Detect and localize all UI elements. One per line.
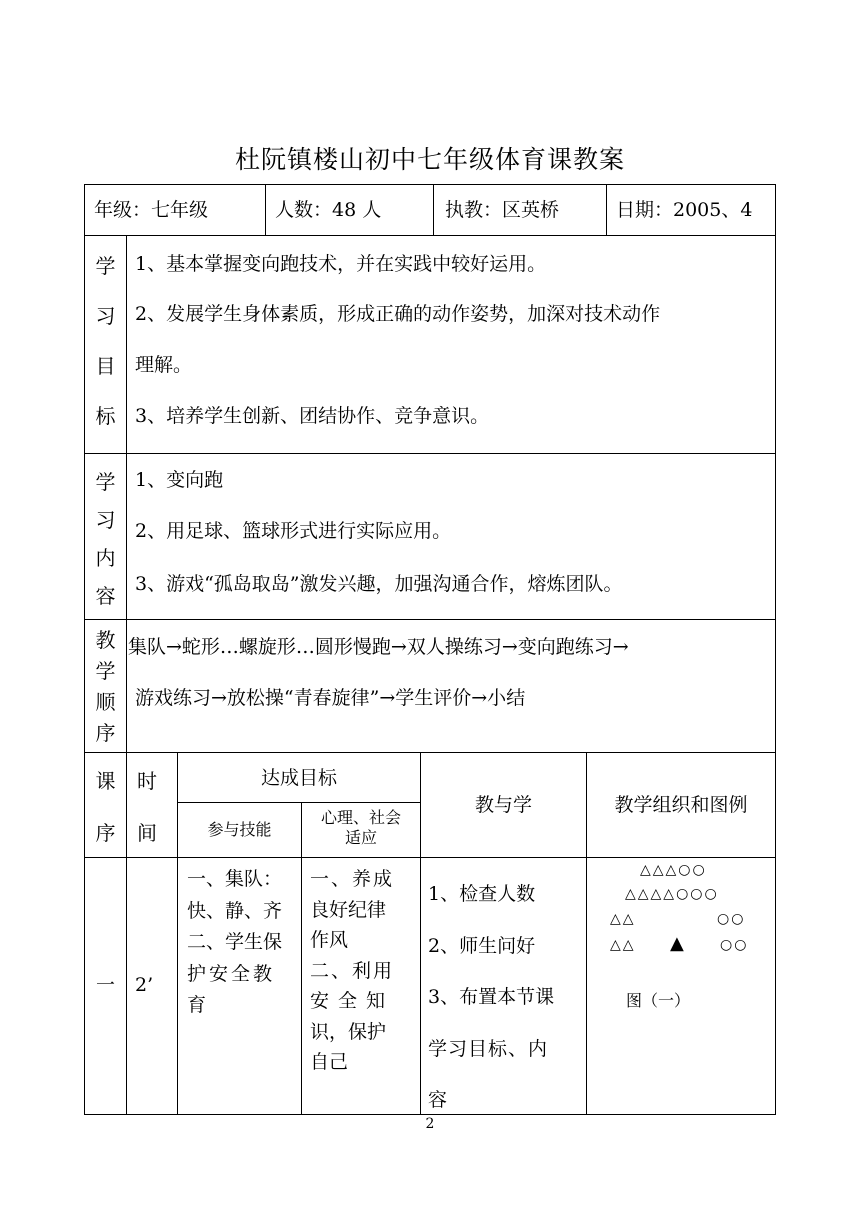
row1-skill: 一、集队： 快、静、齐 二、学生保 护安全教 育: [187, 868, 283, 1016]
row1-social: 一、养成 良好纪律 作风 二、利用 安全知 识，保护 自己: [310, 868, 395, 1073]
teacher-cell: 执教：区英桥: [445, 199, 560, 221]
goal-item-1: 1、基本掌握变向跑技术，并在实践中较好运用。: [135, 253, 547, 275]
row1-seq: 一: [95, 974, 115, 996]
content-item-3: 3、游戏“孤岛取岛”激发兴趣，加强沟通合作，熔炼团队。: [135, 573, 623, 595]
teacher-triangle-icon: ▲: [670, 933, 686, 954]
fig-row-4-right: ○○: [720, 937, 749, 953]
skill-header: 参与技能: [207, 820, 272, 839]
page-title: 杜阮镇楼山初中七年级体育课教案: [234, 145, 625, 174]
content-item-1: 1、变向跑: [135, 469, 224, 491]
fig-row-3-left: △△: [610, 911, 636, 927]
seq-header: 课 序: [95, 769, 116, 845]
order-label: 教 学 顺 序: [95, 628, 116, 745]
count-cell: 人数：48 人: [275, 199, 382, 221]
order-line-1: 集队→蛇形…螺旋形…圆形慢跑→双人操练习→变向跑练习→: [128, 636, 629, 658]
goal-item-3: 3、培养学生创新、团结协作、竞争意识。: [135, 405, 490, 427]
order-line-2: 游戏练习→放松操“青春旋律”→学生评价→小结: [135, 687, 526, 709]
fig-row-3-right: ○○: [717, 911, 746, 927]
goal-item-2-cont: 理解。: [135, 354, 193, 376]
grade-cell: 年级：七年级: [94, 199, 209, 221]
goals-label: 学 习 目 标: [95, 254, 116, 428]
fig-row-2: △△△△○○○: [625, 886, 719, 902]
fig-row-4-left: △△: [610, 937, 636, 953]
row1-teach: 1、检查人数 2、师生问好 3、布置本节课 学习目标、内 容: [428, 883, 555, 1111]
teach-header: 教与学: [474, 794, 532, 816]
date-cell: 日期：2005、4: [616, 199, 753, 221]
org-header: 教学组织和图例: [614, 794, 748, 816]
row1-time: 2’: [135, 974, 154, 996]
time-header: 时 间: [137, 769, 157, 845]
content-label: 学 习 内 容: [95, 470, 116, 608]
figure-caption: 图（一）: [626, 991, 691, 1010]
social-header: 心理、社会 适应: [320, 808, 401, 847]
goal-item-2: 2、发展学生身体素质，形成正确的动作姿势，加深对技术动作: [135, 303, 661, 325]
fig-row-1: △△△○○: [640, 862, 707, 878]
content-item-2: 2、用足球、篮球形式进行实际应用。: [135, 520, 452, 542]
page-number: 2: [425, 1116, 435, 1132]
goal-header: 达成目标: [260, 767, 337, 789]
